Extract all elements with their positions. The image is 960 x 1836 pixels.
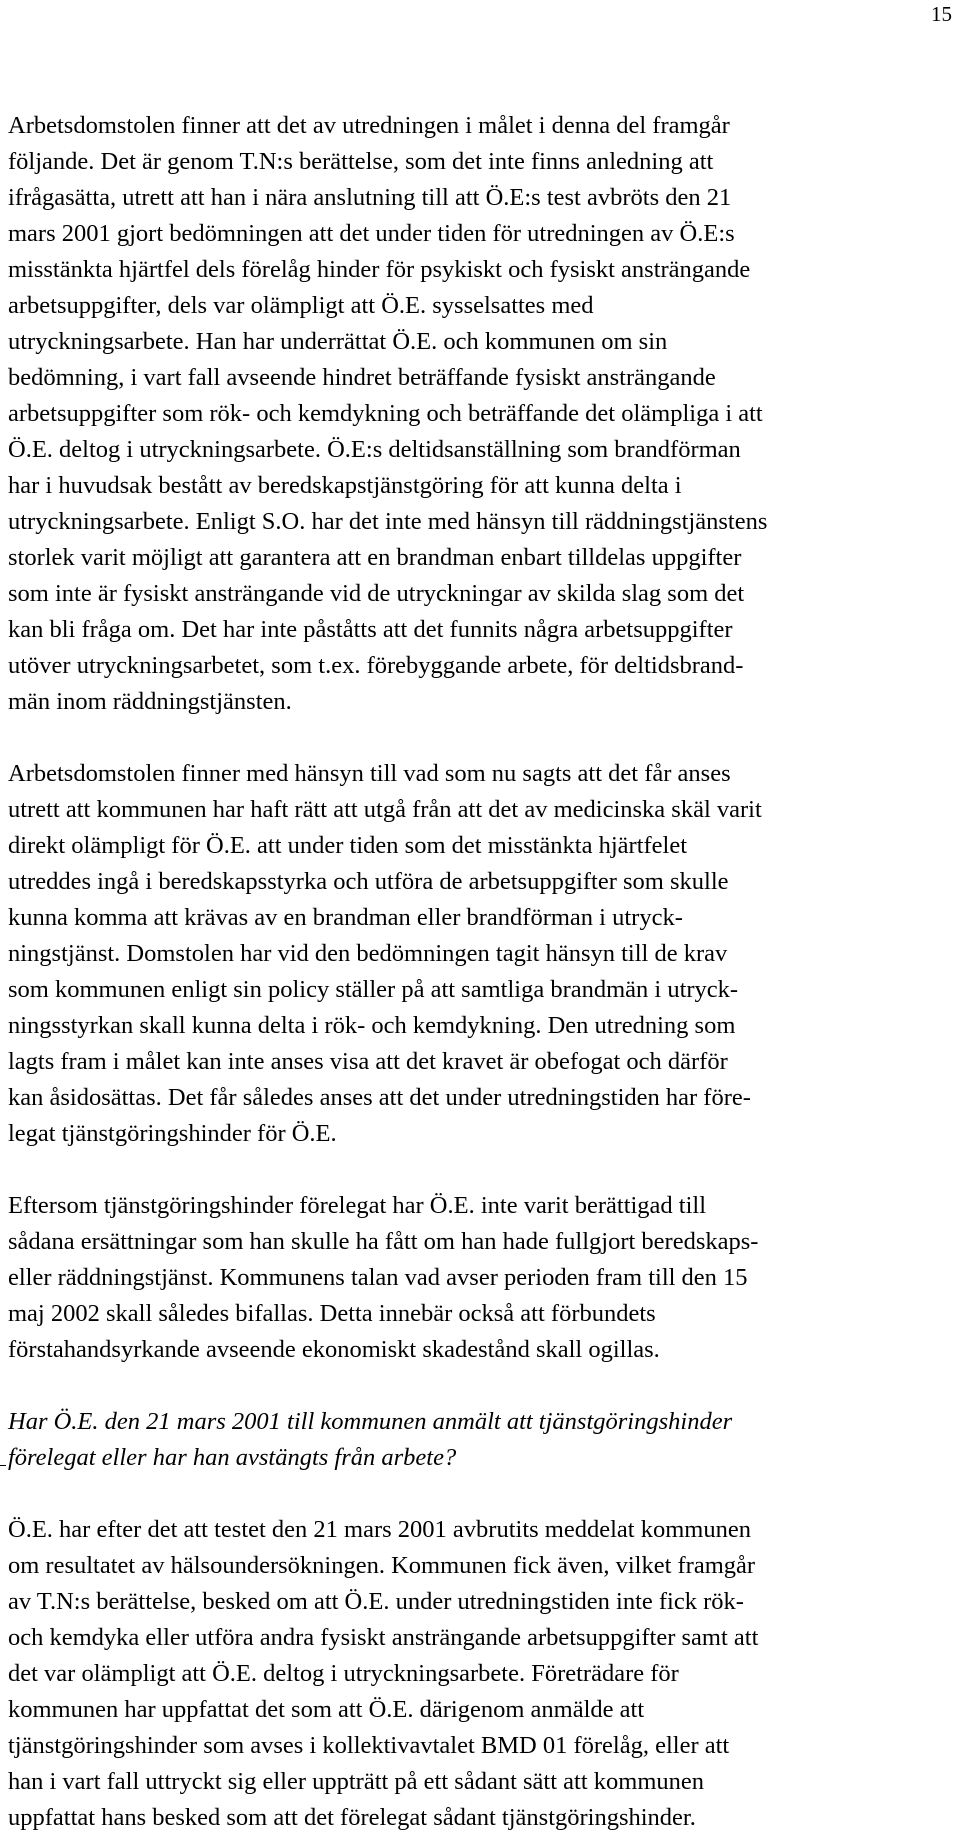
text-line: Ö.E. har efter det att testet den 21 mars 2001 avbrutits meddelat kommunen — [8, 1516, 751, 1543]
text-line: mars 2001 gjort bedömningen att det under tiden för utredningen av Ö.E:s — [8, 220, 735, 247]
text-line: misstänkta hjärtfel dels förelåg hinder för psykiskt och fysiskt ansträngande — [8, 256, 751, 283]
text-line: Arbetsdomstolen finner att det av utredningen i målet i denna del framgår — [8, 112, 730, 139]
text-line: tjänstgöringshinder som avses i kollektivavtalet BMD 01 förelåg, eller att — [8, 1732, 730, 1759]
body-paragraph — [8, 108, 952, 720]
text-line: män inom räddningstjänsten. — [8, 688, 292, 715]
paragraph-gap — [8, 1368, 952, 1404]
text-line: bedömning, i vart fall avseende hindret beträffande fysiskt ansträngande — [8, 364, 716, 391]
text-line: som kommunen enligt sin policy ställer på att samtliga brandmän i utryck- — [8, 976, 739, 1003]
text-line: ningsstyrkan skall kunna delta i rök- och kemdykning. Den utredning som — [8, 1012, 736, 1039]
page-number: 15 — [931, 2, 952, 26]
text-line: förelegat eller har han avstängts från arbete? — [8, 1444, 457, 1471]
text-line: uppfattat hans besked som att det förelegat sådant tjänstgöringshinder. — [8, 1804, 696, 1831]
text-line: utöver utryckningsarbetet, som t.ex. förebyggande arbete, för deltidsbrand- — [8, 652, 744, 679]
paragraph-gap — [8, 720, 952, 756]
text-line: har i huvudsak bestått av beredskapstjänstgöring för att kunna delta i — [8, 472, 682, 499]
text-line: arbetsuppgifter som rök- och kemdykning och beträffande det olämpliga i att — [8, 400, 763, 427]
text-line: direkt olämpligt för Ö.E. att under tiden som det misstänkta hjärtfelet — [8, 832, 688, 859]
document-body — [8, 108, 952, 1836]
text-line: kan åsidosättas. Det får således anses att det under utredningstiden har före- — [8, 1084, 751, 1111]
text-line: storlek varit möjligt att garantera att en brandman enbart tilldelas uppgifter — [8, 544, 742, 571]
text-line: sådana ersättningar som han skulle ha fått om han hade fullgjort beredskaps- — [8, 1228, 759, 1255]
text-line: utryckningsarbete. Han har underrättat Ö.E. och kommunen om sin — [8, 328, 668, 355]
text-line: arbetsuppgifter, dels var olämpligt att Ö.E. sysselsattes med — [8, 292, 594, 319]
text-line: utreddes ingå i beredskapsstyrka och utföra de arbetsuppgifter som skulle — [8, 868, 729, 895]
text-line: Eftersom tjänstgöringshinder förelegat har Ö.E. inte varit berättigad till — [8, 1192, 707, 1219]
text-line: förstahandsyrkande avseende ekonomiskt skadestånd skall ogillas. — [8, 1336, 660, 1363]
text-line: Ö.E. deltog i utryckningsarbete. Ö.E:s deltidsanställning som brandförman — [8, 436, 741, 463]
text-line: följande. Det är genom T.N:s berättelse, som det inte finns anledning att — [8, 148, 714, 175]
body-paragraph — [8, 756, 952, 1152]
text-line: legat tjänstgöringshinder för Ö.E. — [8, 1120, 337, 1147]
text-line: Har Ö.E. den 21 mars 2001 till kommunen anmält att tjänstgöringshinder — [8, 1408, 733, 1435]
body-paragraph — [8, 1188, 952, 1368]
text-line: kunna komma att krävas av en brandman eller brandförman i utryck- — [8, 904, 683, 931]
margin-mark — [0, 1465, 6, 1466]
text-line: Arbetsdomstolen finner med hänsyn till vad som nu sagts att det får anses — [8, 760, 731, 787]
text-line: maj 2002 skall således bifallas. Detta innebär också att förbundets — [8, 1300, 656, 1327]
text-line: av T.N:s berättelse, besked om att Ö.E. under utredningstiden inte fick rök- — [8, 1588, 744, 1615]
text-line: ningstjänst. Domstolen har vid den bedömningen tagit hänsyn till de krav — [8, 940, 728, 967]
text-line: och kemdyka eller utföra andra fysiskt ansträngande arbetsuppgifter samt att — [8, 1624, 759, 1651]
text-line: lagts fram i målet kan inte anses visa att det kravet är obefogat och därför — [8, 1048, 728, 1075]
text-line: utrett att kommunen har haft rätt att utgå från att det av medicinska skäl varit — [8, 796, 762, 823]
text-line: kan bli fråga om. Det har inte påståtts att det funnits några arbetsuppgifter — [8, 616, 733, 643]
text-line: ifrågasätta, utrett att han i nära anslutning till att Ö.E:s test avbröts den 21 — [8, 184, 732, 211]
text-line: kommunen har uppfattat det som att Ö.E. därigenom anmälde att — [8, 1696, 645, 1723]
paragraph-gap — [8, 1476, 952, 1512]
question-heading — [8, 1404, 952, 1476]
text-line: det var olämpligt att Ö.E. deltog i utryckningsarbete. Företrädare för — [8, 1660, 679, 1687]
text-line: han i vart fall uttryckt sig eller uppträtt på ett sådant sätt att kommunen — [8, 1768, 705, 1795]
body-paragraph — [8, 1512, 952, 1836]
text-line: om resultatet av hälsoundersökningen. Kommunen fick även, vilket framgår — [8, 1552, 756, 1579]
paragraph-gap — [8, 1152, 952, 1188]
text-line: eller räddningstjänst. Kommunens talan vad avser perioden fram till den 15 — [8, 1264, 748, 1291]
text-line: utryckningsarbete. Enligt S.O. har det inte med hänsyn till räddningstjänstens — [8, 508, 768, 535]
text-line: som inte är fysiskt ansträngande vid de utryckningar av skilda slag som det — [8, 580, 745, 607]
